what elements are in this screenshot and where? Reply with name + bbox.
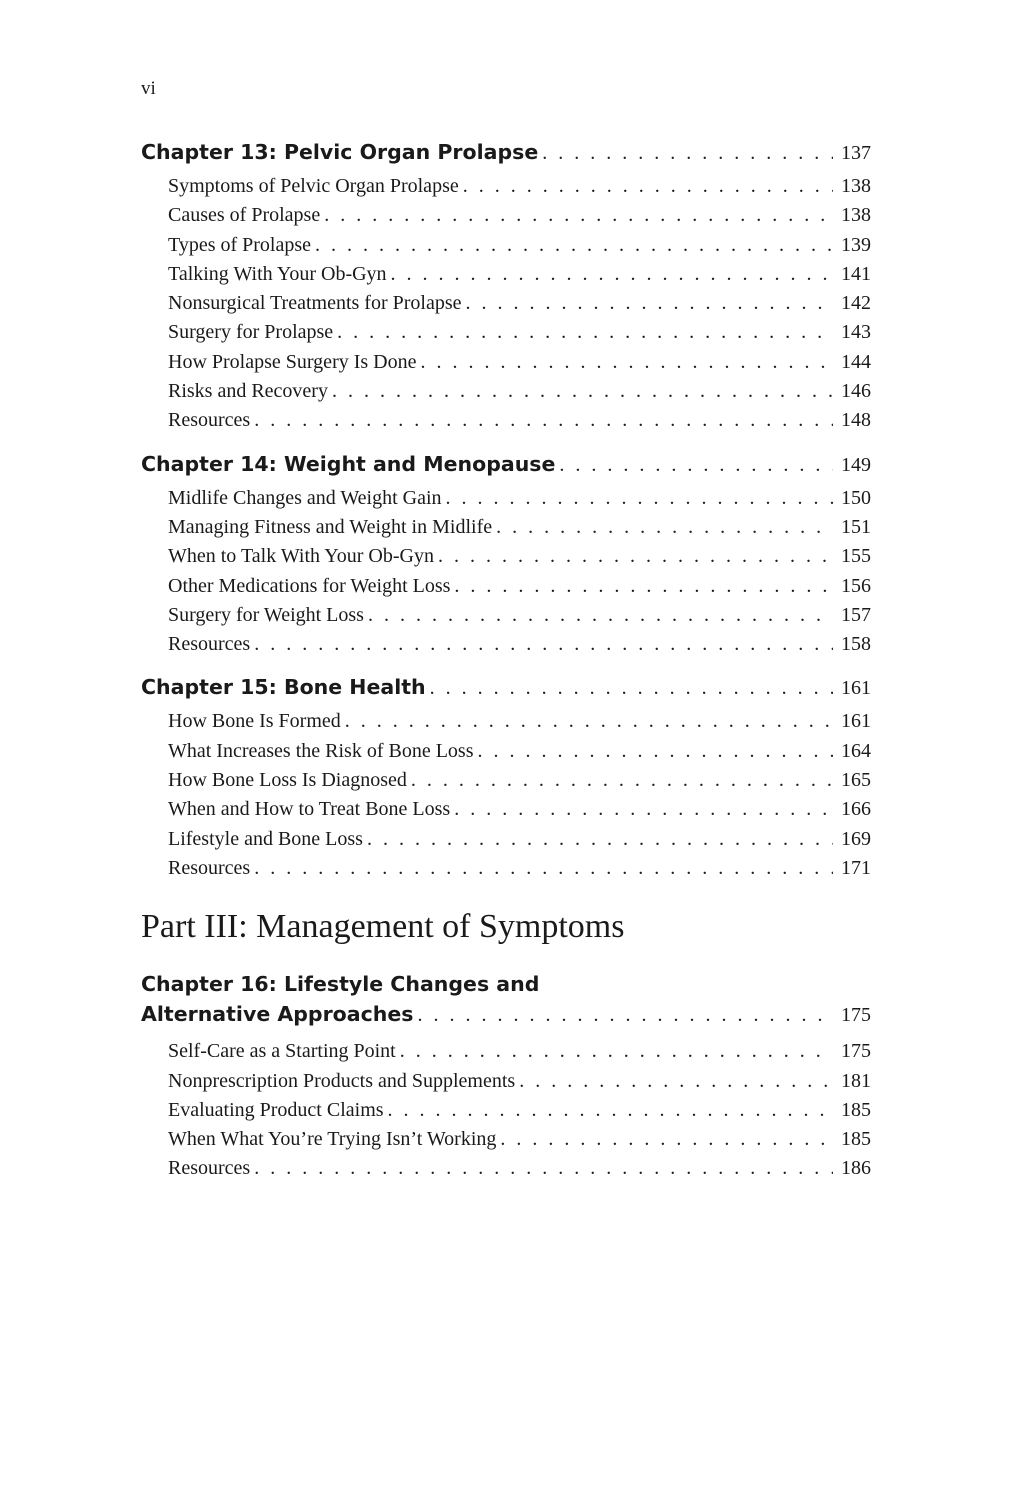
entry-title: Managing Fitness and Weight in Midlife xyxy=(168,515,493,538)
toc-entry xyxy=(168,348,871,377)
entry-title: Nonprescription Products and Supplements xyxy=(168,1069,516,1092)
entry-title: What Increases the Risk of Bone Loss xyxy=(168,739,474,762)
toc-entry xyxy=(168,766,871,795)
entry-title: When and How to Treat Bone Loss xyxy=(168,798,451,821)
entry-title: Midlife Changes and Weight Gain xyxy=(168,486,442,509)
toc-entry xyxy=(168,318,871,347)
dot-leader xyxy=(315,231,833,260)
entry-title: How Prolapse Surgery Is Done xyxy=(168,350,417,373)
entry-page: 148 xyxy=(841,409,871,432)
chapter-entries xyxy=(141,1037,871,1183)
entry-title: Lifestyle and Bone Loss xyxy=(168,827,363,850)
toc-entry xyxy=(168,1096,871,1125)
toc-entry xyxy=(168,601,871,630)
chapter-title-line2-row xyxy=(141,999,871,1029)
entry-title: Talking With Your Ob-Gyn xyxy=(168,262,387,285)
toc-entry xyxy=(168,542,871,571)
dot-leader xyxy=(337,318,833,347)
entry-page: 139 xyxy=(841,233,871,256)
dot-leader xyxy=(463,172,833,201)
entry-page: 185 xyxy=(841,1098,871,1121)
entry-page: 138 xyxy=(841,204,871,227)
dot-leader xyxy=(324,201,833,230)
chapter-title: Chapter 15: Bone Health xyxy=(141,675,426,700)
dot-leader xyxy=(500,1125,833,1154)
dot-leader xyxy=(254,854,833,883)
entry-title: Types of Prolapse xyxy=(168,233,312,256)
entry-title: Surgery for Weight Loss xyxy=(168,603,364,626)
chapter-page: 161 xyxy=(841,677,871,700)
chapter-14 xyxy=(141,446,871,660)
dot-leader xyxy=(421,348,834,377)
chapter-entries xyxy=(141,484,871,660)
dot-leader xyxy=(417,1000,833,1030)
entry-page: 150 xyxy=(841,486,871,509)
dot-leader xyxy=(254,1154,833,1183)
chapter-heading xyxy=(141,446,871,482)
entry-page: 175 xyxy=(841,1040,871,1063)
chapter-heading xyxy=(141,134,871,170)
entry-title: Surgery for Prolapse xyxy=(168,321,334,344)
dot-leader xyxy=(454,795,833,824)
dot-leader xyxy=(411,766,833,795)
dot-leader xyxy=(559,447,833,483)
dot-leader xyxy=(466,289,834,318)
entry-page: 146 xyxy=(841,380,871,403)
chapter-title: Chapter 13: Pelvic Organ Prolapse xyxy=(141,140,539,164)
toc-entry xyxy=(168,1125,871,1154)
entry-title: Symptoms of Pelvic Organ Prolapse xyxy=(168,175,459,197)
entry-title: Resources xyxy=(168,856,251,879)
entry-title: How Bone Is Formed xyxy=(168,710,341,733)
toc-entry xyxy=(168,172,871,201)
dot-leader xyxy=(332,377,833,406)
toc-entry xyxy=(168,231,871,260)
entry-title: Resources xyxy=(168,409,251,432)
dot-leader xyxy=(345,707,833,736)
chapter-13 xyxy=(141,134,871,436)
chapter-title: Chapter 14: Weight and Menopause xyxy=(141,451,556,476)
entry-page: 186 xyxy=(841,1157,871,1180)
dot-leader xyxy=(367,825,833,854)
dot-leader xyxy=(254,630,833,659)
entry-title: Other Medications for Weight Loss xyxy=(168,574,451,597)
toc-entry xyxy=(168,630,871,659)
toc-entry xyxy=(168,377,871,406)
dot-leader xyxy=(519,1067,833,1096)
chapter-heading xyxy=(141,969,871,1029)
dot-leader xyxy=(368,601,833,630)
chapter-entries xyxy=(141,707,871,883)
toc-entry xyxy=(168,795,871,824)
entry-page: 144 xyxy=(841,350,871,373)
entry-page: 155 xyxy=(841,545,871,568)
chapter-title-line2: Alternative Approaches xyxy=(141,1002,414,1027)
entry-page: 185 xyxy=(841,1128,871,1151)
entry-title: Nonsurgical Treatments for Prolapse xyxy=(168,292,462,315)
toc-entry xyxy=(168,513,871,542)
toc-entry xyxy=(168,1067,871,1096)
entry-title: Evaluating Product Claims xyxy=(168,1098,384,1121)
entry-page: 181 xyxy=(841,1069,871,1092)
dot-leader xyxy=(438,542,833,571)
entry-title: Causes of Prolapse xyxy=(168,204,321,227)
entry-page: 171 xyxy=(841,856,871,879)
entry-title: Resources xyxy=(168,1157,251,1180)
entry-title: When to Talk With Your Ob-Gyn xyxy=(168,545,434,568)
chapter-page: 137 xyxy=(841,142,871,164)
dot-leader xyxy=(430,670,833,706)
chapter-page: 149 xyxy=(841,453,871,476)
entry-page: 161 xyxy=(841,710,871,733)
entry-page: 151 xyxy=(841,515,871,538)
page-number: vi xyxy=(141,78,156,99)
entry-page: 138 xyxy=(841,175,871,197)
part-title: Part III: Management of Symptoms xyxy=(141,908,625,946)
entry-title: When What You’re Trying Isn’t Working xyxy=(168,1128,497,1151)
toc-entry xyxy=(168,1154,871,1183)
dot-leader xyxy=(454,572,833,601)
entry-page: 141 xyxy=(841,262,871,285)
dot-leader xyxy=(388,1096,833,1125)
dot-leader xyxy=(446,484,833,513)
toc-entry xyxy=(168,707,871,736)
entry-title: Resources xyxy=(168,633,251,656)
toc-entry xyxy=(168,1037,871,1066)
toc-entry xyxy=(168,484,871,513)
entry-page: 157 xyxy=(841,603,871,626)
dot-leader xyxy=(477,737,833,766)
entry-page: 158 xyxy=(841,633,871,656)
entry-page: 142 xyxy=(841,292,871,315)
entry-page: 164 xyxy=(841,739,871,762)
dot-leader xyxy=(496,513,833,542)
toc-entry xyxy=(168,572,871,601)
toc-entry xyxy=(168,406,871,435)
toc-entry xyxy=(168,737,871,766)
toc-entry xyxy=(168,289,871,318)
toc-entry xyxy=(168,854,871,883)
dot-leader xyxy=(400,1037,833,1066)
toc-entry xyxy=(168,825,871,854)
toc-entry xyxy=(168,260,871,289)
dot-leader xyxy=(254,406,833,435)
chapter-16 xyxy=(141,969,871,1183)
entry-page: 169 xyxy=(841,827,871,850)
entry-page: 166 xyxy=(841,798,871,821)
toc-entry xyxy=(168,201,871,230)
entry-page: 165 xyxy=(841,769,871,792)
chapter-page: 175 xyxy=(841,1004,871,1027)
chapter-15 xyxy=(141,669,871,883)
dot-leader xyxy=(542,135,833,171)
chapter-heading xyxy=(141,669,871,705)
table-of-contents xyxy=(141,134,871,1194)
chapter-entries xyxy=(141,172,871,436)
entry-title: Risks and Recovery xyxy=(168,380,328,403)
entry-title: How Bone Loss Is Diagnosed xyxy=(168,769,407,792)
chapter-title-line1: Chapter 16: Lifestyle Changes and xyxy=(141,972,540,997)
entry-page: 143 xyxy=(841,321,871,344)
dot-leader xyxy=(391,260,833,289)
entry-page: 156 xyxy=(841,574,871,597)
entry-title: Self-Care as a Starting Point xyxy=(168,1040,396,1063)
